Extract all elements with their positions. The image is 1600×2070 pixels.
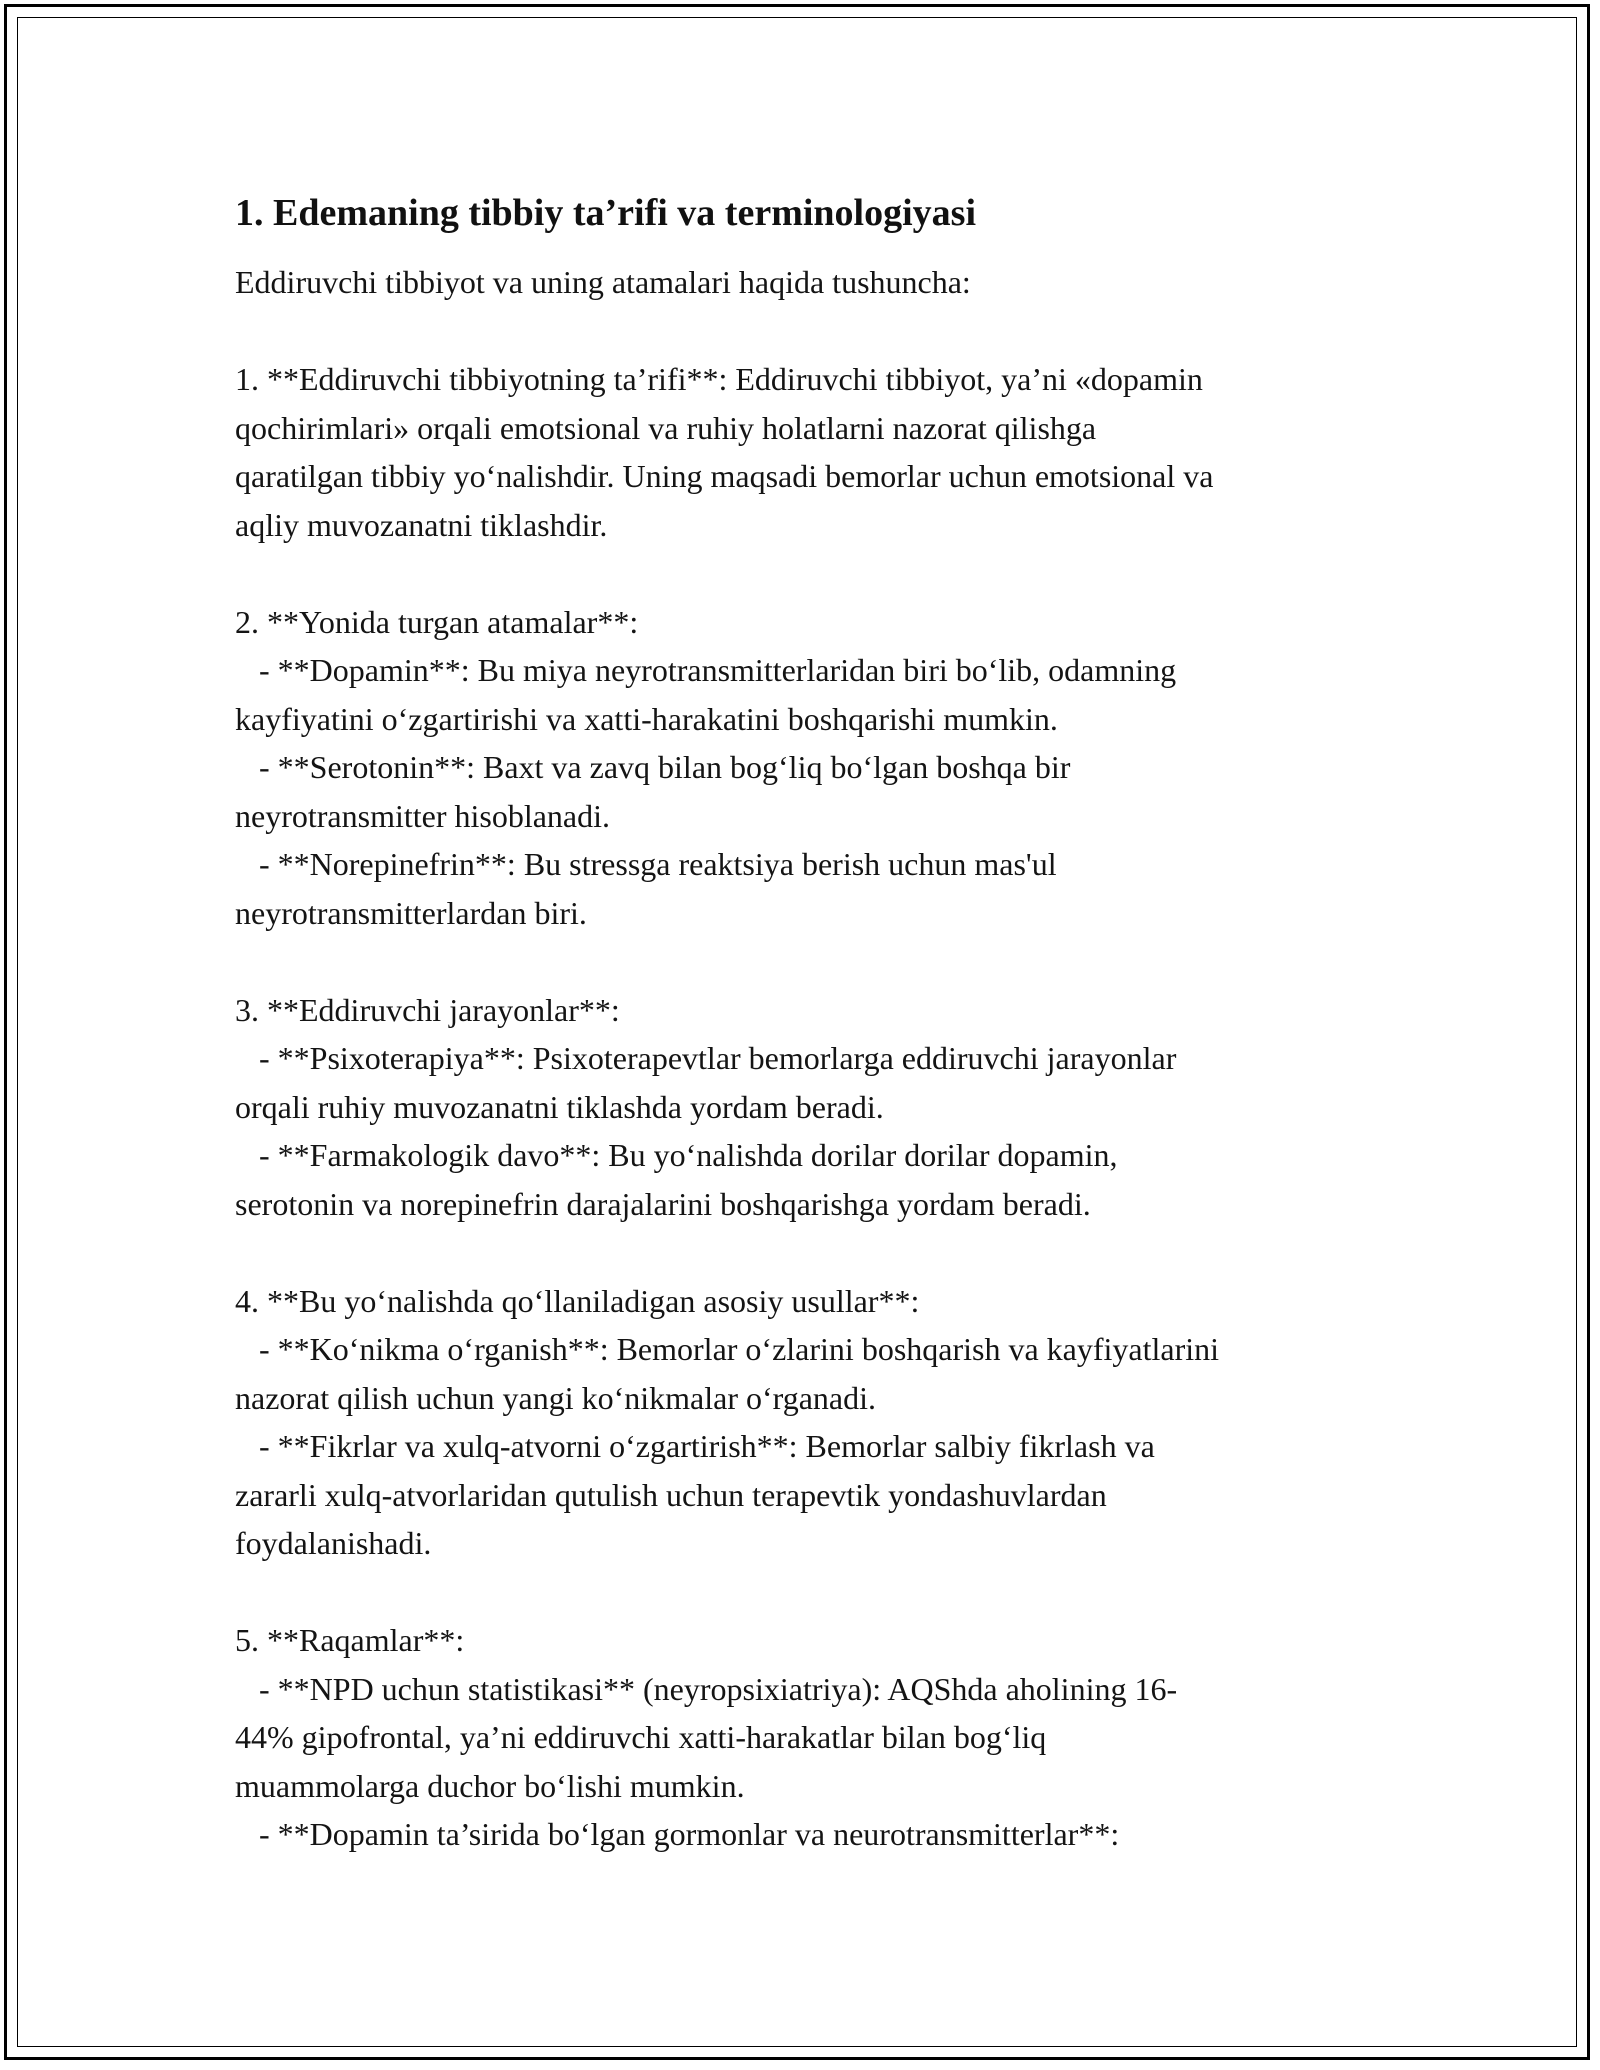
section-terms	[235, 598, 1380, 938]
section-line: - **Psixoterapiya**: Psixoterapevtlar bemorlarga eddiruvchi jarayonlar	[235, 1040, 1177, 1076]
section-line: 1. **Eddiruvchi tibbiyotning ta’rifi**: Eddiruvchi tibbiyot, ya’ni «dopamin	[235, 361, 1203, 397]
section-line: serotonin va norepinefrin darajalarini boshqarishga yordam beradi.	[235, 1185, 1091, 1222]
section-line: kayfiyatini o‘zgartirishi va xatti-harakatini boshqarishi mumkin.	[235, 700, 1058, 737]
section-line: orqali ruhiy muvozanatni tiklashda yordam beradi.	[235, 1088, 884, 1125]
section-line: 5. **Raqamlar**:	[235, 1622, 465, 1658]
section-line: 2. **Yonida turgan atamalar**:	[235, 603, 639, 640]
section-line: neyrotransmitter hisoblanadi.	[235, 797, 611, 834]
section-line: qochirimlari» orqali emotsional va ruhiy holatlarni nazorat qilishga	[235, 409, 1097, 446]
section-line: 3. **Eddiruvchi jarayonlar**:	[235, 991, 620, 1028]
section-line: - **Dopamin**: Bu miya neyrotransmitterlaridan biri bo‘lib, odamning	[235, 652, 1177, 688]
section-line: - **Farmakologik davo**: Bu yo‘nalishda dorilar dorilar dopamin,	[235, 1137, 1118, 1173]
section-line: aqliy muvozanatni tiklashdir.	[235, 506, 608, 543]
document-heading: 1. Edemaning tibbiy ta’rifi va terminologiyasi	[235, 192, 976, 234]
section-line: - **Dopamin ta’sirida bo‘lgan gormonlar va neurotransmitterlar**:	[235, 1816, 1120, 1852]
section-line: qaratilgan tibbiy yo‘nalishdir. Uning maqsadi bemorlar uchun emotsional va	[235, 458, 1214, 494]
section-line: - **Fikrlar va xulq-atvorni o‘zgartirish**: Bemorlar salbiy fikrlash va	[235, 1428, 1155, 1464]
section-line: - **Norepinefrin**: Bu stressga reaktsiya berish uchun mas'ul	[235, 846, 1057, 882]
section-line: foydalanishadi.	[235, 1525, 432, 1561]
section-line: - **Ko‘nikma o‘rganish**: Bemorlar o‘zlarini boshqarish va kayfiyatlarini	[235, 1331, 1220, 1367]
section-line: - **NPD uchun statistikasi** (neyropsixiatriya): AQShda aholining 16-	[235, 1670, 1178, 1707]
section-numbers	[235, 1616, 1380, 1859]
section-line: - **Serotonin**: Baxt va zavq bilan bog‘liq bo‘lgan boshqa bir	[235, 749, 1071, 785]
section-line: zararli xulq-atvorlaridan qutulish uchun terapevtik yondashuvlardan	[235, 1476, 1107, 1513]
section-methods	[235, 1277, 1380, 1568]
section-line: neyrotransmitterlardan biri.	[235, 894, 587, 931]
section-line: 44% gipofrontal, ya’ni eddiruvchi xatti-harakatlar bilan bog‘liq	[235, 1719, 1047, 1755]
section-line: 4. **Bu yo‘nalishda qo‘llaniladigan asosiy usullar**:	[235, 1282, 920, 1319]
section-definition	[235, 355, 1380, 549]
intro-paragraph: Eddiruvchi tibbiyot va uning atamalari haqida tushuncha:	[235, 264, 971, 300]
section-line: muammolarga duchor bo‘lishi mumkin.	[235, 1767, 745, 1804]
document-body	[235, 188, 1380, 1907]
section-line: nazorat qilish uchun yangi ko‘nikmalar o‘rganadi.	[235, 1379, 876, 1416]
section-processes	[235, 986, 1380, 1229]
